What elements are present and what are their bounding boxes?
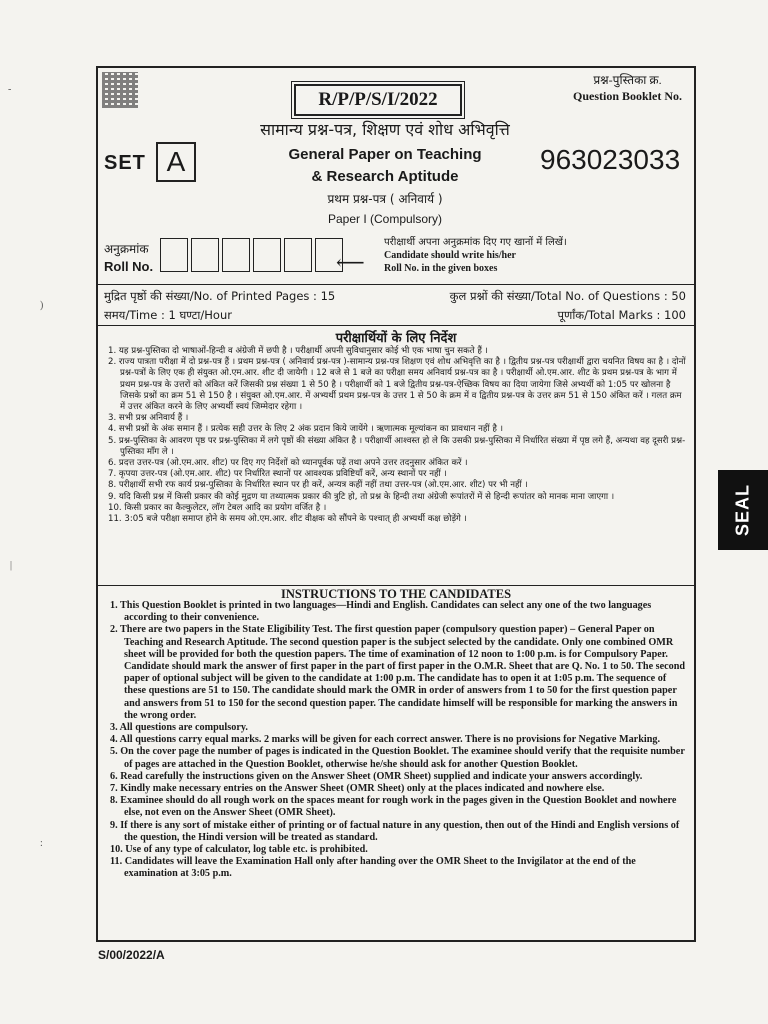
list-item: 11. Candidates will leave the Examination Hall only after handing over the OMR Sheet to the Invigilator at the end of the examination at 3:05 p.m.	[110, 856, 636, 880]
list-item: 4. All questions carry equal marks. 2 marks will be given for each correct answer. There is no provisions for Negative Marking.	[110, 734, 661, 746]
roll-label-en: Roll No.	[104, 259, 154, 274]
roll-digit-box[interactable]	[253, 238, 281, 272]
time-allowed: समय/Time : 1 घण्टा/Hour	[104, 308, 232, 322]
hindi-instructions-list	[108, 346, 688, 525]
list-item: 8. Examinee should do all rough work on the spaces meant for rough work in the pages given in the Question Booklet and nowhere else, not even on the Answer Sheet (OMR Sheet).	[110, 795, 677, 819]
list-item: 5. On the cover page the number of pages is indicated in the Question Booklet. The examinee should verify that the requisite number of pages are attached in the Question Booklet, otherwise he/she should ask for another Question Booklet.	[110, 746, 685, 770]
roll-digit-box[interactable]	[160, 238, 188, 272]
margin-mark: :	[40, 838, 43, 849]
list-item: 1. This Question Booklet is printed in two languages—Hindi and English. Candidates can select any one of the two languages according to their convenience.	[110, 600, 652, 624]
title-line-1: General Paper on Teaching	[288, 146, 482, 163]
list-item: 7. कृपया उत्तर-पत्र (ओ.एम.आर. शीट) पर निर्धारित स्थानों पर आवश्यक प्रविष्टियाँ करें, अन्य स्थानों पर नहीं ।	[108, 469, 447, 480]
list-item: 8. परीक्षार्थी सभी रफ कार्य प्रश्न-पुस्तिका के निर्धारित स्थान पर ही करें, अन्यत्र कहीं नहीं तथा उत्तर-पत्र (ओ.एम.आर. शीट) पर भी नहीं ।	[108, 480, 528, 491]
booklet-number-label	[573, 72, 682, 104]
roll-digit-box[interactable]	[191, 238, 219, 272]
total-questions: कुल प्रश्नों की संख्या/Total No. of Questions : 50	[449, 289, 686, 303]
list-item: 9. यदि किसी प्रश्न में किसी प्रकार की कोई मुद्रण या तथ्यात्मक प्रकार की त्रुटि हो, तो प्रश्न के हिन्दी तथा अंग्रेजी रूपांतरों में से हिन्दी रूपांतर को मानक माना जाएगा ।	[108, 491, 615, 502]
roll-label-hi: अनुक्रमांक	[104, 242, 149, 256]
subtitle-english: Paper I (Compulsory)	[327, 212, 443, 226]
roll-number-boxes[interactable]	[160, 238, 346, 272]
list-item: 6. प्रदत्त उत्तर-पत्र (ओ.एम.आर. शीट) पर दिए गए निर्देशों को ध्यानपूर्वक पढ़ें तथा अपने उत्तर तदनुसार अंकित करें ।	[108, 458, 468, 469]
margin-mark: )	[40, 300, 44, 311]
roll-note	[384, 236, 567, 275]
hindi-instructions-heading: परीक्षार्थियों के लिए निर्देश	[335, 331, 457, 346]
list-item: 3. All questions are compulsory.	[110, 722, 248, 734]
list-item: 1. यह प्रश्न-पुस्तिका दो भाषाओं-हिन्दी व अंग्रेजी में छपी है । परीक्षार्थी अपनी सुविधानुसार कोई भी एक भाषा चुन सकते हैं ।	[108, 346, 488, 356]
list-item: 5. प्रश्न-पुस्तिका के आवरण पृष्ठ पर प्रश्न-पुस्तिका में लगे पृष्ठों की संख्या अंकित है । परीक्षार्थी आश्वस्त हो ले कि उसकी प्रश्न-पुस्तिका में निर्धारित संख्या में पृष्ठ लगे हैं, अन्यथा वह दूसरी प्रश्न-पुस्तिका माँग ले ।	[108, 435, 686, 457]
seal-label: SEAL	[732, 483, 753, 537]
roll-note-hi: परीक्षार्थी अपना अनुक्रमांक दिए गए खानों में लिखें।	[384, 237, 567, 248]
roll-digit-box[interactable]	[284, 238, 312, 272]
list-item: 4. सभी प्रश्नों के अंक समान हैं । प्रत्येक सही उत्तर के लिए 2 अंक प्रदान किये जायेंगे । ऋणात्मक मूल्यांकन का प्रावधान नहीं है ।	[108, 424, 503, 435]
booklet-label-en: Question Booklet No.	[572, 89, 682, 103]
roll-digit-box[interactable]	[222, 238, 250, 272]
english-instructions-heading: INSTRUCTIONS TO THE CANDIDATES	[98, 585, 694, 602]
list-item: 7. Kindly make necessary entries on the Answer Sheet (OMR Sheet) only at the places indicated and nowhere else.	[110, 783, 605, 795]
booklet-label-hi: प्रश्न-पुस्तिका क्र.	[593, 73, 662, 87]
list-item: 6. Read carefully the instructions given on the Answer Sheet (OMR Sheet) supplied and indicate your answers accordingly.	[110, 770, 643, 782]
margin-mark: |	[10, 560, 13, 571]
list-item: 11. 3:05 बजे परीक्षा समाप्त होने के समय ओ.एम.आर. शीट वीक्षक को सौंपने के पश्चात् ही अभ्यर्थी कक्ष छोड़ेंगे ।	[108, 514, 467, 525]
list-item: 9. If there is any sort of mistake either of printing or of factual nature in any question, then out of the Hindi and English versions of the question, the Hindi version will be treated as standard.	[110, 819, 680, 843]
list-item: 3. सभी प्रश्न अनिवार्य हैं ।	[108, 413, 189, 424]
divider	[98, 325, 694, 326]
divider	[98, 284, 694, 285]
roll-note-en-1: Candidate should write his/her	[384, 250, 516, 261]
english-instructions-list	[110, 600, 690, 881]
qr-code-icon	[102, 72, 138, 108]
title-line-2: & Research Aptitude	[311, 168, 459, 185]
list-item: 10. किसी प्रकार का कैल्कुलेटर, लॉग टेबल आदि का प्रयोग वर्जित है ।	[108, 502, 327, 513]
roll-label	[104, 240, 153, 276]
paper-code: R/P/P/S/I/2022	[294, 84, 462, 116]
printed-pages: मुद्रित पृष्ठों की संख्या/No. of Printed Pages : 15	[104, 289, 336, 303]
list-item: 10. Use of any type of calculator, log table etc. is prohibited.	[110, 844, 368, 856]
booklet-number: 963023033	[540, 144, 681, 175]
total-marks: पूर्णांक/Total Marks : 100	[557, 308, 686, 322]
title-english	[230, 144, 540, 188]
footer-code: S/00/2022/A	[98, 948, 165, 962]
list-item: 2. राज्य पात्रता परीक्षा में दो प्रश्न-पत्र हैं । प्रथम प्रश्न-पत्र ( अनिवार्य प्रश्न-पत्र )-सामान्य प्रश्न-पत्र शिक्षण एवं शोध अभिवृत्ति का है । द्वितीय प्रश्न-पत्र परीक्षार्थी द्वारा चयनित विषय का है । दोनों प्रश्न-पत्रों के लिए एक ही संयुक्त ओ.एम.आर. शीट दी जायेगी । 12 बजे से 1 बजे का परीक्षा समय अनिवार्य प्रश्न-पत्र का है । परीक्षार्थी ओ.एम.आर. शीट के प्रथम प्रश्न-पत्र के भाग में प्रथम प्रश्न-पत्र के उत्तरों को अंकित करें जिसकी प्रश्न संख्या 1 से 50 है । परीक्षार्थी को 1 बजे द्वितीय प्रश्न-पत्र-ऐच्छिक विषय का दिया जायेगा जिसे अभ्यर्थी को 1:05 पर खोलना है जिसके प्रश्नों का क्रम 51 से 150 है । संयुक्त ओ.एम.आर. में अभ्यर्थी प्रथम प्रश्न-पत्र के उत्तर 1 से 50 के क्रम में व द्वितीय प्रश्न-पत्र के उत्तर क्रम 51 से 150 अंकित करें । गलत क्रम में उत्तर अंकित करने के लिए अभ्यर्थी स्वयं जिम्मेदार रहेगा ।	[108, 357, 686, 413]
list-item: 2. There are two papers in the State Eligibility Test. The first question paper (compulsory question paper) – General Paper on Teaching and Research Aptitude. The second question paper is the subject selected by the candidate. Only one combined OMR sheet will be provided for both the question papers. The time of examination of 12 noon to 1:00 p.m. is for Compulsory Paper. Candidate should mark the answer of first paper in the part of first paper in the O.M.R. Sheet that are Q. No. 1 to 50. The second paper of optional subject will be given to the candidate at 1:00 p.m. The candidate has to open it at 1:05 p.m. The sequence of these questions are 51 to 150. The candidate should mark the OMR in order of answers from 1 to 50 for the first question paper and answers from 51 to 150 for the second question paper. The candidate himself will be responsible for marking the answers in the wrong order.	[110, 624, 686, 721]
set-label: SET	[104, 152, 146, 174]
subtitle-hindi: प्रथम प्रश्न-पत्र ( अनिवार्य )	[327, 192, 443, 206]
roll-note-en-2: Roll No. in the given boxes	[384, 263, 498, 274]
set-value: A	[156, 142, 196, 182]
seal-tab	[718, 470, 768, 550]
margin-mark: -	[8, 84, 12, 95]
arrow-left-icon: ⟵	[336, 252, 365, 274]
title-hindi: सामान्य प्रश्न-पत्र, शिक्षण एवं शोध अभिवृत्ति	[260, 120, 510, 139]
